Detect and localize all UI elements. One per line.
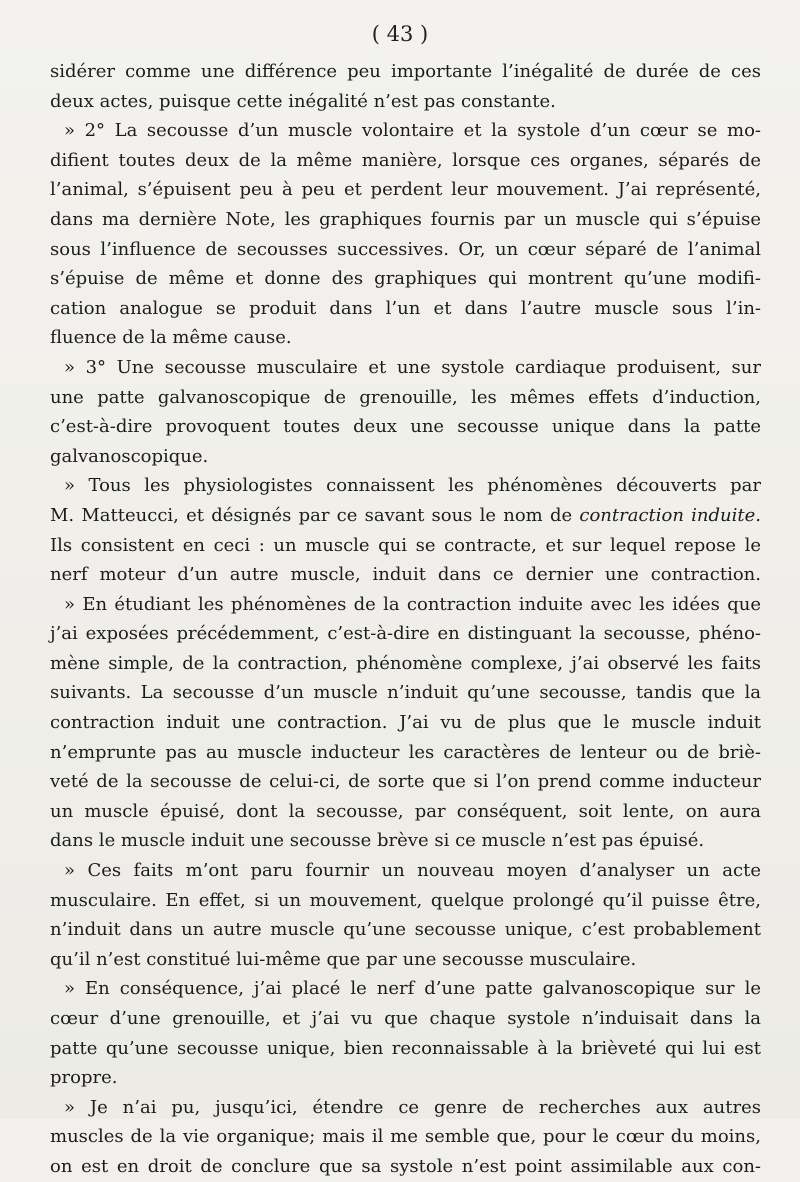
- text-line-content: cation analogue se produit dans l’un et dans l’autre muscle sous l’in-: [50, 297, 761, 319]
- text-line: [50, 205, 761, 235]
- text-line-content: mène simple, de la contraction, phénomène complexe, j’ai observé les faits: [50, 652, 761, 674]
- text-line: [50, 1152, 761, 1182]
- text-line: [50, 501, 761, 531]
- text-line: [50, 856, 761, 886]
- text-line-content: propre.: [50, 1067, 118, 1089]
- text-line: [50, 678, 761, 708]
- text-line-content: M. Matteucci, et désignés par ce savant sous le nom de: [50, 504, 580, 526]
- text-line: [50, 146, 761, 176]
- text-line-content: sidérer comme une différence peu importante l’inégalité de durée de ces: [50, 61, 761, 82]
- text-line-content: j’ai exposées précédemment, c’est-à-dire en distinguant la secousse, phéno-: [50, 623, 761, 645]
- text-line-content: contraction induit une contraction. J’ai vu de plus que le muscle induit: [50, 712, 761, 734]
- text-line-content: galvanoscopique.: [50, 445, 209, 467]
- text-line: [50, 442, 761, 472]
- text-line: [50, 294, 761, 324]
- text-line: [50, 235, 761, 265]
- text-line: [50, 531, 761, 561]
- text-line-content: veté de la secousse de celui-ci, de sorte que si l’on prend comme inducteur: [50, 771, 761, 793]
- text-line: [50, 264, 761, 294]
- text-line: [50, 412, 761, 442]
- text-line: [50, 323, 761, 353]
- text-line-content: cœur d’une grenouille, et j’ai vu que chaque systole n’induisait dans la: [50, 1008, 761, 1029]
- text-line-content: dans ma dernière Note, les graphiques fournis par un muscle qui s’épuise: [50, 208, 761, 230]
- text-line-content: deux actes, puisque cette inégalité n’est pas constante.: [50, 90, 556, 112]
- text-line: [50, 886, 761, 916]
- page-number: ( 43 ): [371, 22, 429, 46]
- text-line: [50, 1122, 761, 1152]
- text-line: [50, 590, 761, 620]
- text-line-content: c’est-à-dire provoquent toutes deux une secousse unique dans la patte: [50, 416, 761, 438]
- text-line-content: muscles de la vie organique; mais il me semble que, pour le cœur du moins,: [50, 1126, 761, 1148]
- text-line: [50, 471, 761, 501]
- text-line: [50, 353, 761, 383]
- text-line-content: un muscle épuisé, dont la secousse, par conséquent, soit lente, on aura: [50, 800, 761, 822]
- text-line: [50, 974, 761, 1004]
- text-line: [50, 649, 761, 679]
- text-line: [50, 708, 761, 738]
- text-line: [50, 945, 761, 975]
- text-line: [50, 87, 761, 117]
- text-line: [50, 383, 761, 413]
- text-line-content: n’induit dans un autre muscle qu’une secousse unique, c’est probablement: [50, 919, 761, 941]
- italic-term: contraction induite.: [579, 504, 761, 526]
- text-line-content: patte qu’une secousse unique, bien reconnaissable à la brièveté qui lui est: [50, 1037, 761, 1059]
- text-line-content: fluence de la même cause.: [50, 327, 292, 349]
- text-line-content: qu’il n’est constitué lui-même que par une secousse musculaire.: [50, 948, 637, 970]
- text-line: [50, 175, 761, 205]
- text-line-content: » Ces faits m’ont paru fournir un nouveau moyen d’analyser un acte: [64, 860, 761, 882]
- text-line: [50, 57, 761, 87]
- text-line: [50, 1004, 761, 1034]
- text-line-content: une patte galvanoscopique de grenouille, les mêmes effets d’induction,: [50, 386, 761, 408]
- text-line-content: suivants. La secousse d’un muscle n’induit qu’une secousse, tandis que la: [50, 682, 761, 704]
- text-line: [50, 619, 761, 649]
- text-line-content: difient toutes deux de la même manière, lorsque ces organes, séparés de: [50, 149, 761, 171]
- text-line: [50, 1034, 761, 1064]
- text-line: [50, 1093, 761, 1123]
- text-line-content: » 2° La secousse d’un muscle volontaire et la systole d’un cœur se mo-: [64, 120, 761, 142]
- text-line: [50, 1063, 761, 1093]
- text-line: [50, 915, 761, 945]
- text-line: [50, 116, 761, 146]
- text-line-content: s’épuise de même et donne des graphiques qui montrent qu’une modifi-: [50, 268, 761, 290]
- text-line-content: n’emprunte pas au muscle inducteur les caractères de lenteur ou de briè-: [50, 741, 761, 763]
- body-text: [50, 57, 761, 1182]
- text-line: [50, 560, 761, 590]
- text-line: [50, 767, 761, 797]
- text-line: [50, 738, 761, 768]
- text-line-content: » Je n’ai pu, jusqu’ici, étendre ce genre de recherches aux autres: [64, 1096, 761, 1118]
- text-line-content: on est en droit de conclure que sa systole n’est point assimilable aux con-: [50, 1155, 761, 1177]
- text-line-content: musculaire. En effet, si un mouvement, quelque prolongé qu’il puisse être,: [50, 889, 761, 911]
- text-line: [50, 826, 761, 856]
- text-line-content: sous l’influence de secousses successives. Or, un cœur séparé de l’animal: [50, 238, 761, 260]
- text-line-content: » 3° Une secousse musculaire et une systole cardiaque produisent, sur: [64, 356, 761, 378]
- text-line-content: dans le muscle induit une secousse brève si ce muscle n’est pas épuisé.: [50, 830, 705, 852]
- text-line-content: Ils consistent en ceci : un muscle qui se contracte, et sur lequel repose le: [50, 534, 761, 556]
- text-line: [50, 797, 761, 827]
- text-line-content: » En étudiant les phénomènes de la contraction induite avec les idées que: [64, 593, 761, 615]
- text-line-content: l’animal, s’épuisent peu à peu et perdent leur mouvement. J’ai représenté,: [50, 179, 761, 201]
- text-line-content: » Tous les physiologistes connaissent les phénomènes découverts par: [64, 475, 761, 497]
- text-line-content: nerf moteur d’un autre muscle, induit dans ce dernier une contraction.: [50, 564, 761, 586]
- text-line-content: » En conséquence, j’ai placé le nerf d’une patte galvanoscopique sur le: [64, 978, 761, 1000]
